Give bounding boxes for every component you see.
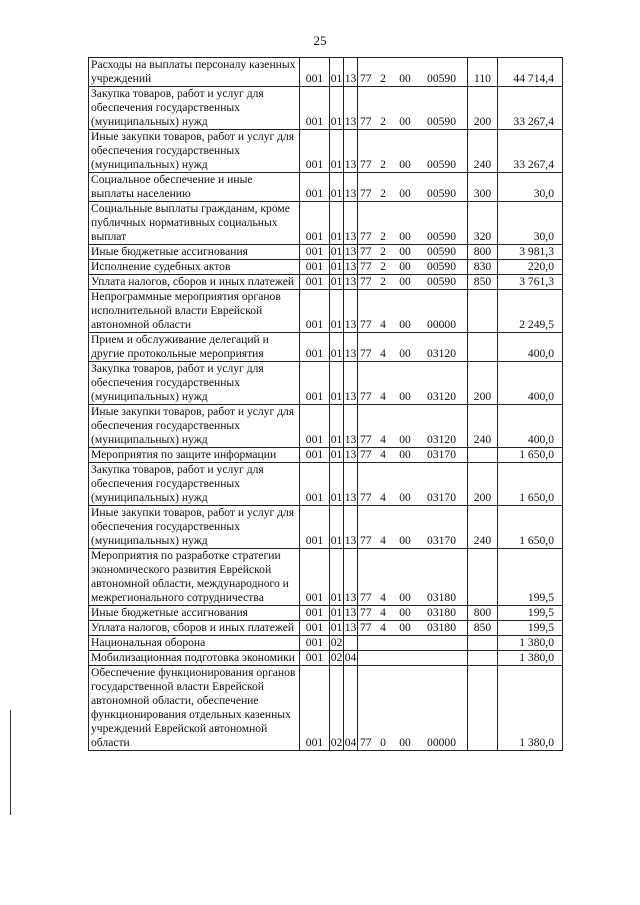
table-row <box>89 245 563 260</box>
table-row <box>89 333 563 362</box>
subsection-code: 13 <box>344 290 358 333</box>
target-article-part: 00 <box>399 347 411 360</box>
target-article-part: 00590 <box>427 260 456 273</box>
table-row <box>89 362 563 405</box>
ved-code: 001 <box>300 448 330 463</box>
table-row <box>89 202 563 245</box>
section-code: 01 <box>330 448 343 461</box>
row-name: Закупка товаров, работ и услуг для обеспечения государственных (муниципальных) нужд <box>89 463 300 506</box>
target-article-part: 00 <box>399 736 411 749</box>
row-name: Мероприятия по разработке стратегии экономического развития Еврейской автономной области, международного и межрегионального сотрудничества <box>89 549 300 606</box>
sum-value: 3 761,3 <box>498 275 563 290</box>
table-row <box>89 58 563 87</box>
target-article-part: 2 <box>380 260 386 273</box>
row-name: Мероприятия по защите информации <box>89 448 300 463</box>
subsection-code: 13 <box>344 87 358 130</box>
target-article-part: 77 <box>360 390 372 403</box>
section-code: 01 <box>330 58 344 87</box>
expense-type-code <box>468 333 498 362</box>
target-article-part: 77 <box>360 230 372 243</box>
target-article-code <box>358 58 468 87</box>
row-name: Исполнение судебных актов <box>89 260 300 275</box>
table-row <box>89 651 563 666</box>
sum-value: 1 650,0 <box>498 463 563 506</box>
section-code: 01 <box>330 260 343 273</box>
target-article-part: 77 <box>360 347 372 360</box>
table-row <box>89 606 563 621</box>
target-article-code <box>358 606 468 621</box>
sum-value: 30,0 <box>498 202 563 245</box>
sum-value: 400,0 <box>498 405 563 448</box>
subsection-code: 13 <box>344 173 358 202</box>
row-name: Обеспечение функционирования органов государственной власти Еврейской автономной области, обеспечение функционирования отдельных казенных учреждений Еврейской автономной области <box>89 666 300 751</box>
target-article-part: 77 <box>360 534 372 547</box>
section-code: 01 <box>330 202 344 245</box>
target-article-part: 00 <box>399 187 411 200</box>
target-article-part: 77 <box>360 115 372 128</box>
ved-code: 001 <box>300 606 330 621</box>
table-row <box>89 173 563 202</box>
target-article-part: 4 <box>380 621 386 634</box>
target-article-part: 4 <box>380 390 386 403</box>
ved-code: 001 <box>300 87 330 130</box>
target-article-part: 00590 <box>427 245 456 258</box>
target-article-part: 00 <box>399 591 411 604</box>
target-article-code <box>358 636 468 651</box>
subsection-code: 13 <box>344 245 357 258</box>
target-article-part: 77 <box>360 591 372 604</box>
target-article-part: 77 <box>360 433 372 446</box>
sum-value: 44 714,4 <box>498 58 563 87</box>
target-article-part: 4 <box>380 448 386 461</box>
row-name: Закупка товаров, работ и услуг для обеспечения государственных (муниципальных) нужд <box>89 362 300 405</box>
sum-value: 1 380,0 <box>498 651 563 666</box>
target-article-part: 00 <box>399 534 411 547</box>
row-name: Прием и обслуживание делегаций и другие протокольные мероприятия <box>89 333 300 362</box>
target-article-part: 00 <box>399 260 411 273</box>
target-article-part: 4 <box>380 591 386 604</box>
row-name: Уплата налогов, сборов и иных платежей <box>89 275 300 290</box>
target-article-part: 03170 <box>427 534 456 547</box>
subsection-code: 13 <box>344 621 357 634</box>
target-article-part: 77 <box>360 448 372 461</box>
expense-type-code: 800 <box>468 606 498 621</box>
target-article-part: 2 <box>380 245 386 258</box>
ved-code: 001 <box>300 666 330 751</box>
target-article-part: 00 <box>399 448 411 461</box>
expense-type-code: 830 <box>468 260 498 275</box>
target-article-part: 4 <box>380 534 386 547</box>
section-code: 01 <box>330 549 344 606</box>
target-article-part: 77 <box>360 491 372 504</box>
ved-code: 001 <box>300 333 330 362</box>
section-code: 02 <box>330 666 344 751</box>
row-name: Иные закупки товаров, работ и услуг для обеспечения государственных (муниципальных) нужд <box>89 506 300 549</box>
target-article-code <box>358 275 468 290</box>
ved-code: 001 <box>300 275 330 290</box>
section-code: 01 <box>330 506 344 549</box>
target-article-part: 2 <box>380 230 386 243</box>
target-article-code <box>358 173 468 202</box>
expense-type-code <box>468 666 498 751</box>
target-article-part: 4 <box>380 318 386 331</box>
subsection-code: 13 <box>344 130 358 173</box>
ved-code: 001 <box>300 651 330 666</box>
target-article-part: 00 <box>399 390 411 403</box>
page-number: 25 <box>313 33 327 48</box>
section-code: 01 <box>330 405 344 448</box>
section-code: 01 <box>330 621 343 634</box>
target-article-part: 03120 <box>427 433 456 446</box>
target-article-part: 00590 <box>427 187 456 200</box>
row-name: Иные бюджетные ассигнования <box>89 245 300 260</box>
target-article-code <box>358 260 468 275</box>
expense-type-code: 300 <box>468 173 498 202</box>
ved-code: 001 <box>300 636 330 651</box>
expense-type-code <box>468 549 498 606</box>
target-article-part: 00590 <box>427 230 456 243</box>
row-name: Мобилизационная подготовка экономики <box>89 651 300 666</box>
target-article-part: 00590 <box>427 115 456 128</box>
subsection-code <box>344 636 358 651</box>
ved-code: 001 <box>300 260 330 275</box>
row-name: Уплата налогов, сборов и иных платежей <box>89 621 300 636</box>
ved-code: 001 <box>300 621 330 636</box>
row-name: Непрограммные мероприятия органов исполнительной власти Еврейской автономной области <box>89 290 300 333</box>
expense-type-code: 240 <box>468 506 498 549</box>
table-row <box>89 87 563 130</box>
ved-code: 001 <box>300 506 330 549</box>
table-row <box>89 549 563 606</box>
section-code: 01 <box>330 130 344 173</box>
table-row <box>89 621 563 636</box>
target-article-part: 00 <box>399 115 411 128</box>
target-article-part: 00590 <box>427 72 456 85</box>
sum-value: 400,0 <box>498 333 563 362</box>
expense-type-code: 200 <box>468 463 498 506</box>
subsection-code: 04 <box>344 666 358 751</box>
subsection-code: 13 <box>344 362 358 405</box>
row-name: Национальная оборона <box>89 636 300 651</box>
row-name: Социальные выплаты гражданам, кроме публичных нормативных социальных выплат <box>89 202 300 245</box>
expense-type-code: 200 <box>468 362 498 405</box>
expense-type-code: 850 <box>468 621 498 636</box>
target-article-part: 00 <box>399 230 411 243</box>
expense-type-code: 240 <box>468 130 498 173</box>
target-article-code <box>358 333 468 362</box>
ved-code: 001 <box>300 549 330 606</box>
sum-value: 1 650,0 <box>498 506 563 549</box>
sum-value: 199,5 <box>498 606 563 621</box>
target-article-part: 77 <box>360 318 372 331</box>
section-code: 01 <box>330 463 344 506</box>
target-article-part: 4 <box>380 347 386 360</box>
ved-code: 001 <box>300 362 330 405</box>
table-row <box>89 506 563 549</box>
target-article-code <box>358 549 468 606</box>
target-article-part: 03120 <box>427 390 456 403</box>
target-article-code <box>358 405 468 448</box>
target-article-part: 03180 <box>427 621 456 634</box>
sum-value: 33 267,4 <box>498 130 563 173</box>
target-article-part: 2 <box>380 158 386 171</box>
ved-code: 001 <box>300 405 330 448</box>
ved-code: 001 <box>300 58 330 87</box>
subsection-code: 13 <box>344 275 357 288</box>
expense-type-code: 800 <box>468 245 498 260</box>
expense-type-code <box>468 636 498 651</box>
target-article-code <box>358 651 468 666</box>
table-row <box>89 275 563 290</box>
sum-value: 2 249,5 <box>498 290 563 333</box>
target-article-part: 77 <box>360 260 372 273</box>
target-article-part: 00590 <box>427 275 456 288</box>
expense-type-code: 110 <box>468 58 498 87</box>
section-code: 01 <box>330 362 344 405</box>
target-article-part: 00000 <box>427 318 456 331</box>
target-article-code <box>358 506 468 549</box>
sum-value: 1 380,0 <box>498 636 563 651</box>
ved-code: 001 <box>300 173 330 202</box>
target-article-part: 03170 <box>427 448 456 461</box>
section-code: 01 <box>330 333 344 362</box>
target-article-code <box>358 448 468 463</box>
expense-type-code: 240 <box>468 405 498 448</box>
margin-line <box>10 710 11 815</box>
section-code: 02 <box>330 636 343 649</box>
table-row <box>89 290 563 333</box>
target-article-part: 4 <box>380 606 386 619</box>
expense-type-code <box>468 448 498 463</box>
target-article-part: 77 <box>360 275 372 288</box>
target-article-part: 00 <box>399 275 411 288</box>
table-row <box>89 463 563 506</box>
subsection-code: 13 <box>344 58 358 87</box>
ved-code: 001 <box>300 463 330 506</box>
ved-code: 001 <box>300 290 330 333</box>
sum-value: 199,5 <box>498 621 563 636</box>
target-article-code <box>358 87 468 130</box>
target-article-part: 00 <box>399 158 411 171</box>
target-article-part: 2 <box>380 187 386 200</box>
target-article-code <box>358 245 468 260</box>
subsection-code: 13 <box>344 463 358 506</box>
sum-value: 220,0 <box>498 260 563 275</box>
target-article-part: 4 <box>380 433 386 446</box>
target-article-code <box>358 202 468 245</box>
expense-type-code <box>468 290 498 333</box>
subsection-code: 13 <box>344 260 357 273</box>
target-article-part: 77 <box>360 158 372 171</box>
target-article-part: 00000 <box>427 736 456 749</box>
sum-value: 30,0 <box>498 173 563 202</box>
ved-code: 001 <box>300 202 330 245</box>
subsection-code: 13 <box>344 606 357 619</box>
row-name: Социальное обеспечение и иные выплаты населению <box>89 173 300 202</box>
target-article-part: 03180 <box>427 606 456 619</box>
row-name: Иные закупки товаров, работ и услуг для обеспечения государственных (муниципальных) нужд <box>89 130 300 173</box>
expense-type-code: 320 <box>468 202 498 245</box>
row-name: Иные закупки товаров, работ и услуг для обеспечения государственных (муниципальных) нужд <box>89 405 300 448</box>
section-code: 01 <box>330 606 343 619</box>
sum-value: 199,5 <box>498 549 563 606</box>
target-article-part: 2 <box>380 115 386 128</box>
sum-value: 33 267,4 <box>498 87 563 130</box>
target-article-part: 00 <box>399 433 411 446</box>
ved-code: 001 <box>300 130 330 173</box>
target-article-part: 00590 <box>427 158 456 171</box>
target-article-part: 2 <box>380 275 386 288</box>
subsection-code: 13 <box>344 549 358 606</box>
target-article-part: 00 <box>399 491 411 504</box>
target-article-part: 77 <box>360 187 372 200</box>
ved-code: 001 <box>300 245 330 260</box>
section-code: 01 <box>330 245 343 258</box>
table-row <box>89 448 563 463</box>
target-article-part: 77 <box>360 245 372 258</box>
target-article-part: 4 <box>380 491 386 504</box>
subsection-code: 13 <box>344 448 357 461</box>
table-row <box>89 260 563 275</box>
section-code: 01 <box>330 275 343 288</box>
sum-value: 3 981,3 <box>498 245 563 260</box>
budget-table <box>88 57 563 751</box>
sum-value: 1 650,0 <box>498 448 563 463</box>
target-article-code <box>358 290 468 333</box>
target-article-part: 77 <box>360 736 372 749</box>
section-code: 01 <box>330 173 344 202</box>
table-row <box>89 666 563 751</box>
subsection-code: 13 <box>344 202 358 245</box>
expense-type-code: 200 <box>468 87 498 130</box>
target-article-part: 00 <box>399 606 411 619</box>
row-name: Иные бюджетные ассигнования <box>89 606 300 621</box>
target-article-part: 77 <box>360 606 372 619</box>
table-row <box>89 130 563 173</box>
expense-type-code: 850 <box>468 275 498 290</box>
target-article-code <box>358 621 468 636</box>
table-row <box>89 636 563 651</box>
target-article-part: 00 <box>399 318 411 331</box>
target-article-part: 00 <box>399 245 411 258</box>
subsection-code: 13 <box>344 506 358 549</box>
section-code: 01 <box>330 290 344 333</box>
subsection-code: 04 <box>344 651 357 664</box>
subsection-code: 13 <box>344 405 358 448</box>
row-name: Расходы на выплаты персоналу казенных учреждений <box>89 58 300 87</box>
target-article-code <box>358 666 468 751</box>
sum-value: 400,0 <box>498 362 563 405</box>
section-code: 01 <box>330 87 344 130</box>
target-article-code <box>358 463 468 506</box>
target-article-code <box>358 130 468 173</box>
target-article-part: 2 <box>380 72 386 85</box>
row-name: Закупка товаров, работ и услуг для обеспечения государственных (муниципальных) нужд <box>89 87 300 130</box>
target-article-part: 0 <box>380 736 386 749</box>
target-article-part: 03170 <box>427 491 456 504</box>
subsection-code: 13 <box>344 333 358 362</box>
target-article-part: 00 <box>399 621 411 634</box>
target-article-part: 03180 <box>427 591 456 604</box>
target-article-part: 03120 <box>427 347 456 360</box>
target-article-part: 77 <box>360 621 372 634</box>
expense-type-code <box>468 651 498 666</box>
target-article-code <box>358 362 468 405</box>
section-code: 02 <box>330 651 343 664</box>
target-article-part: 77 <box>360 72 372 85</box>
table-row <box>89 405 563 448</box>
target-article-part: 00 <box>399 72 411 85</box>
sum-value: 1 380,0 <box>498 666 563 751</box>
